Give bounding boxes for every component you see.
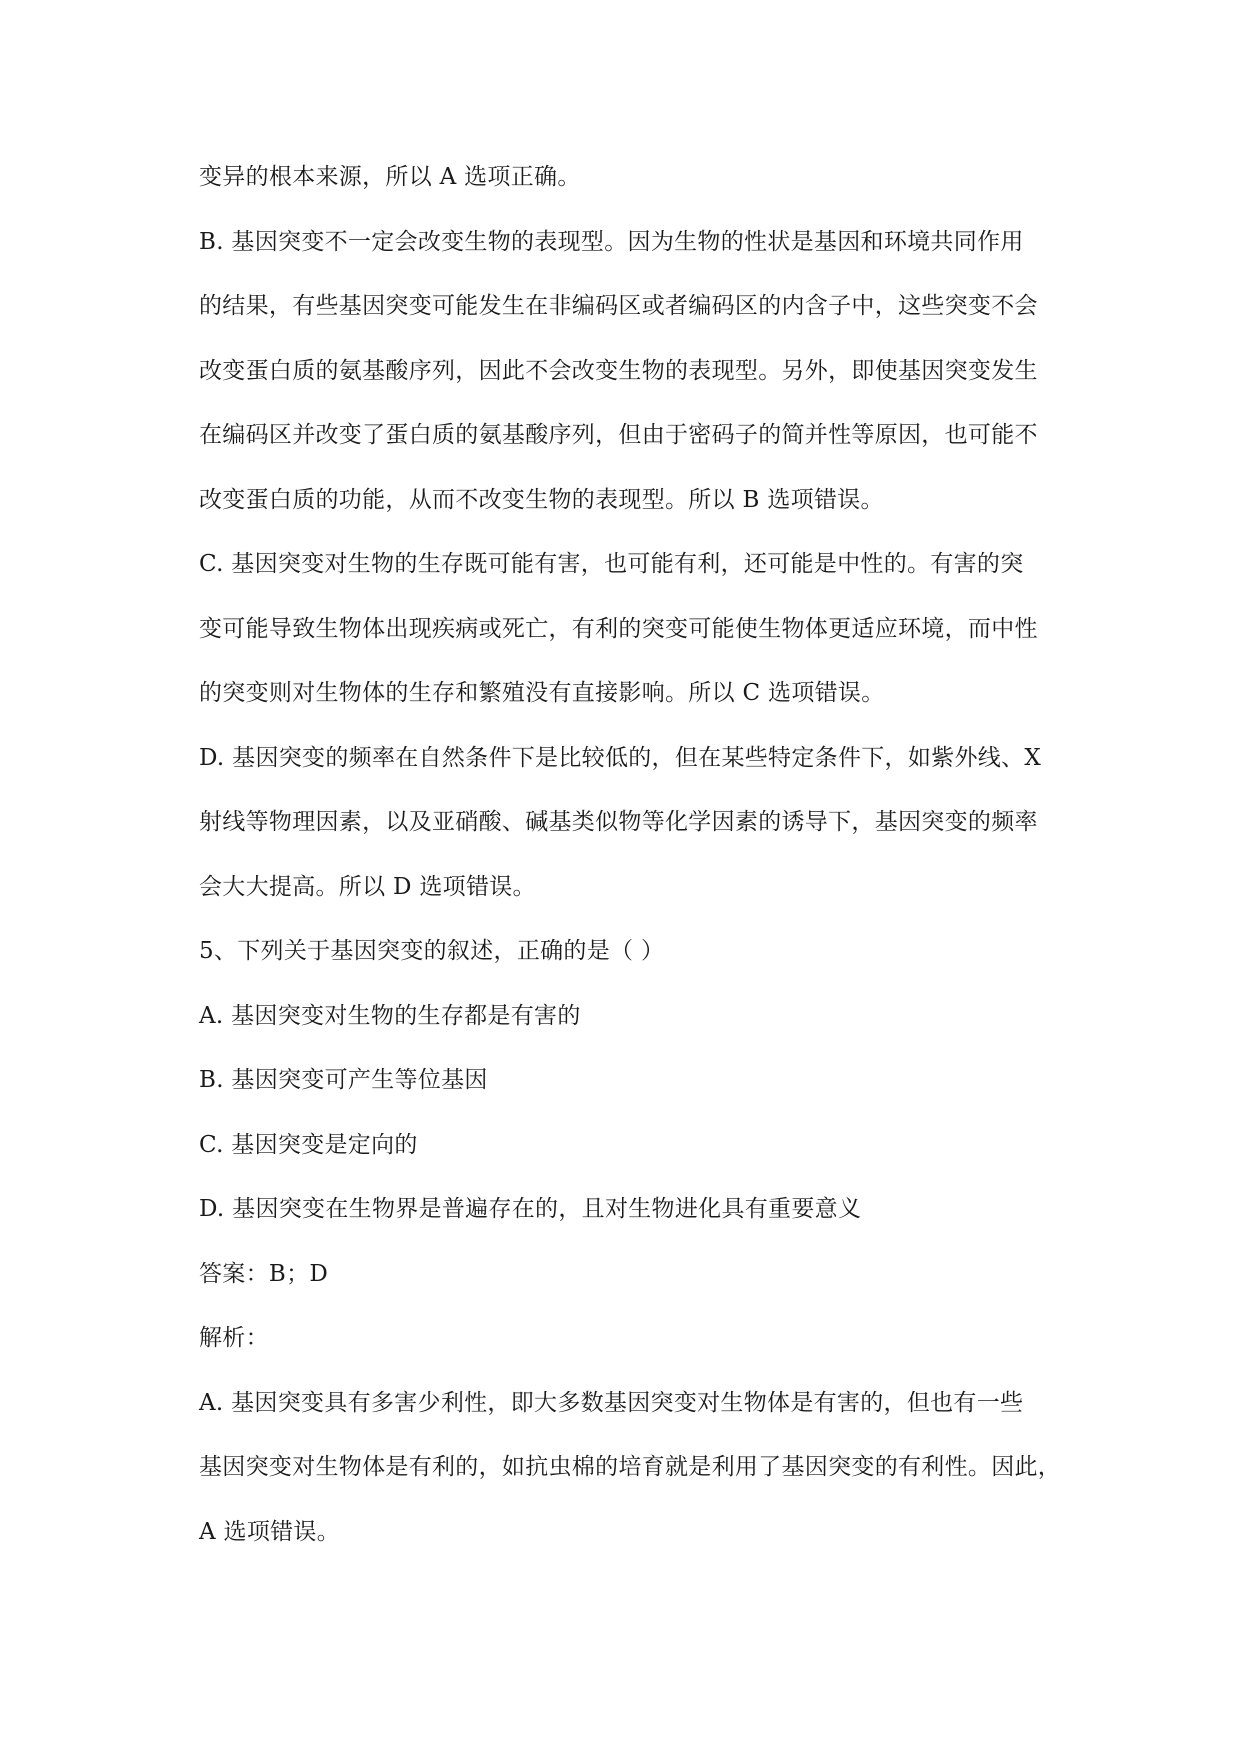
text-line: 的结果，有些基因突变可能发生在非编码区或者编码区的内含子中，这些突变不会 — [199, 293, 1038, 319]
text-line: 会大大提高。所以 D 选项错误。 — [199, 873, 536, 900]
text-line: D. 基因突变的频率在自然条件下是比较低的，但在某些特定条件下，如紫外线、X — [199, 744, 1042, 771]
answer-line: 答案：B；D — [199, 1260, 329, 1287]
text-line: 改变蛋白质的功能，从而不改变生物的表现型。所以 B 选项错误。 — [199, 486, 884, 513]
option-b: B. 基因突变可产生等位基因 — [199, 1067, 488, 1093]
text-line: A 选项错误。 — [199, 1518, 341, 1545]
text-line: 变可能导致生物体出现疾病或死亡，有利的突变可能使生物体更适应环境，而中性 — [199, 615, 1038, 642]
text-line: 基因突变对生物体是有利的，如抗虫棉的培育就是利用了基因突变的有利性。因此， — [199, 1454, 1062, 1480]
text-line: 在编码区并改变了蛋白质的氨基酸序列，但由于密码子的简并性等原因，也可能不 — [199, 422, 1038, 448]
option-a: A. 基因突变对生物的生存都是有害的 — [199, 1002, 581, 1029]
text-line: 改变蛋白质的氨基酸序列，因此不会改变生物的表现型。另外，即使基因突变发生 — [199, 357, 1038, 384]
text-line: B. 基因突变不一定会改变生物的表现型。因为生物的性状是基因和环境共同作用 — [199, 228, 1024, 255]
option-d: D. 基因突变在生物界是普遍存在的，且对生物进化具有重要意义 — [199, 1196, 862, 1222]
question-title: 5、下列关于基因突变的叙述，正确的是（ ） — [199, 938, 665, 964]
text-line: A. 基因突变具有多害少利性，即大多数基因突变对生物体是有害的，但也有一些 — [199, 1389, 1024, 1416]
text-line: C. 基因突变对生物的生存既可能有害，也可能有利，还可能是中性的。有害的突 — [199, 551, 1024, 577]
text-line: 射线等物理因素，以及亚硝酸、碱基类似物等化学因素的诱导下，基因突变的频率 — [199, 809, 1038, 835]
text-line: 变异的根本来源，所以 A 选项正确。 — [199, 164, 581, 190]
text-line: 的突变则对生物体的生存和繁殖没有直接影响。所以 C 选项错误。 — [199, 680, 885, 706]
option-c: C. 基因突变是定向的 — [199, 1131, 418, 1158]
analysis-heading: 解析： — [199, 1325, 269, 1351]
document-body — [199, 145, 1083, 1564]
